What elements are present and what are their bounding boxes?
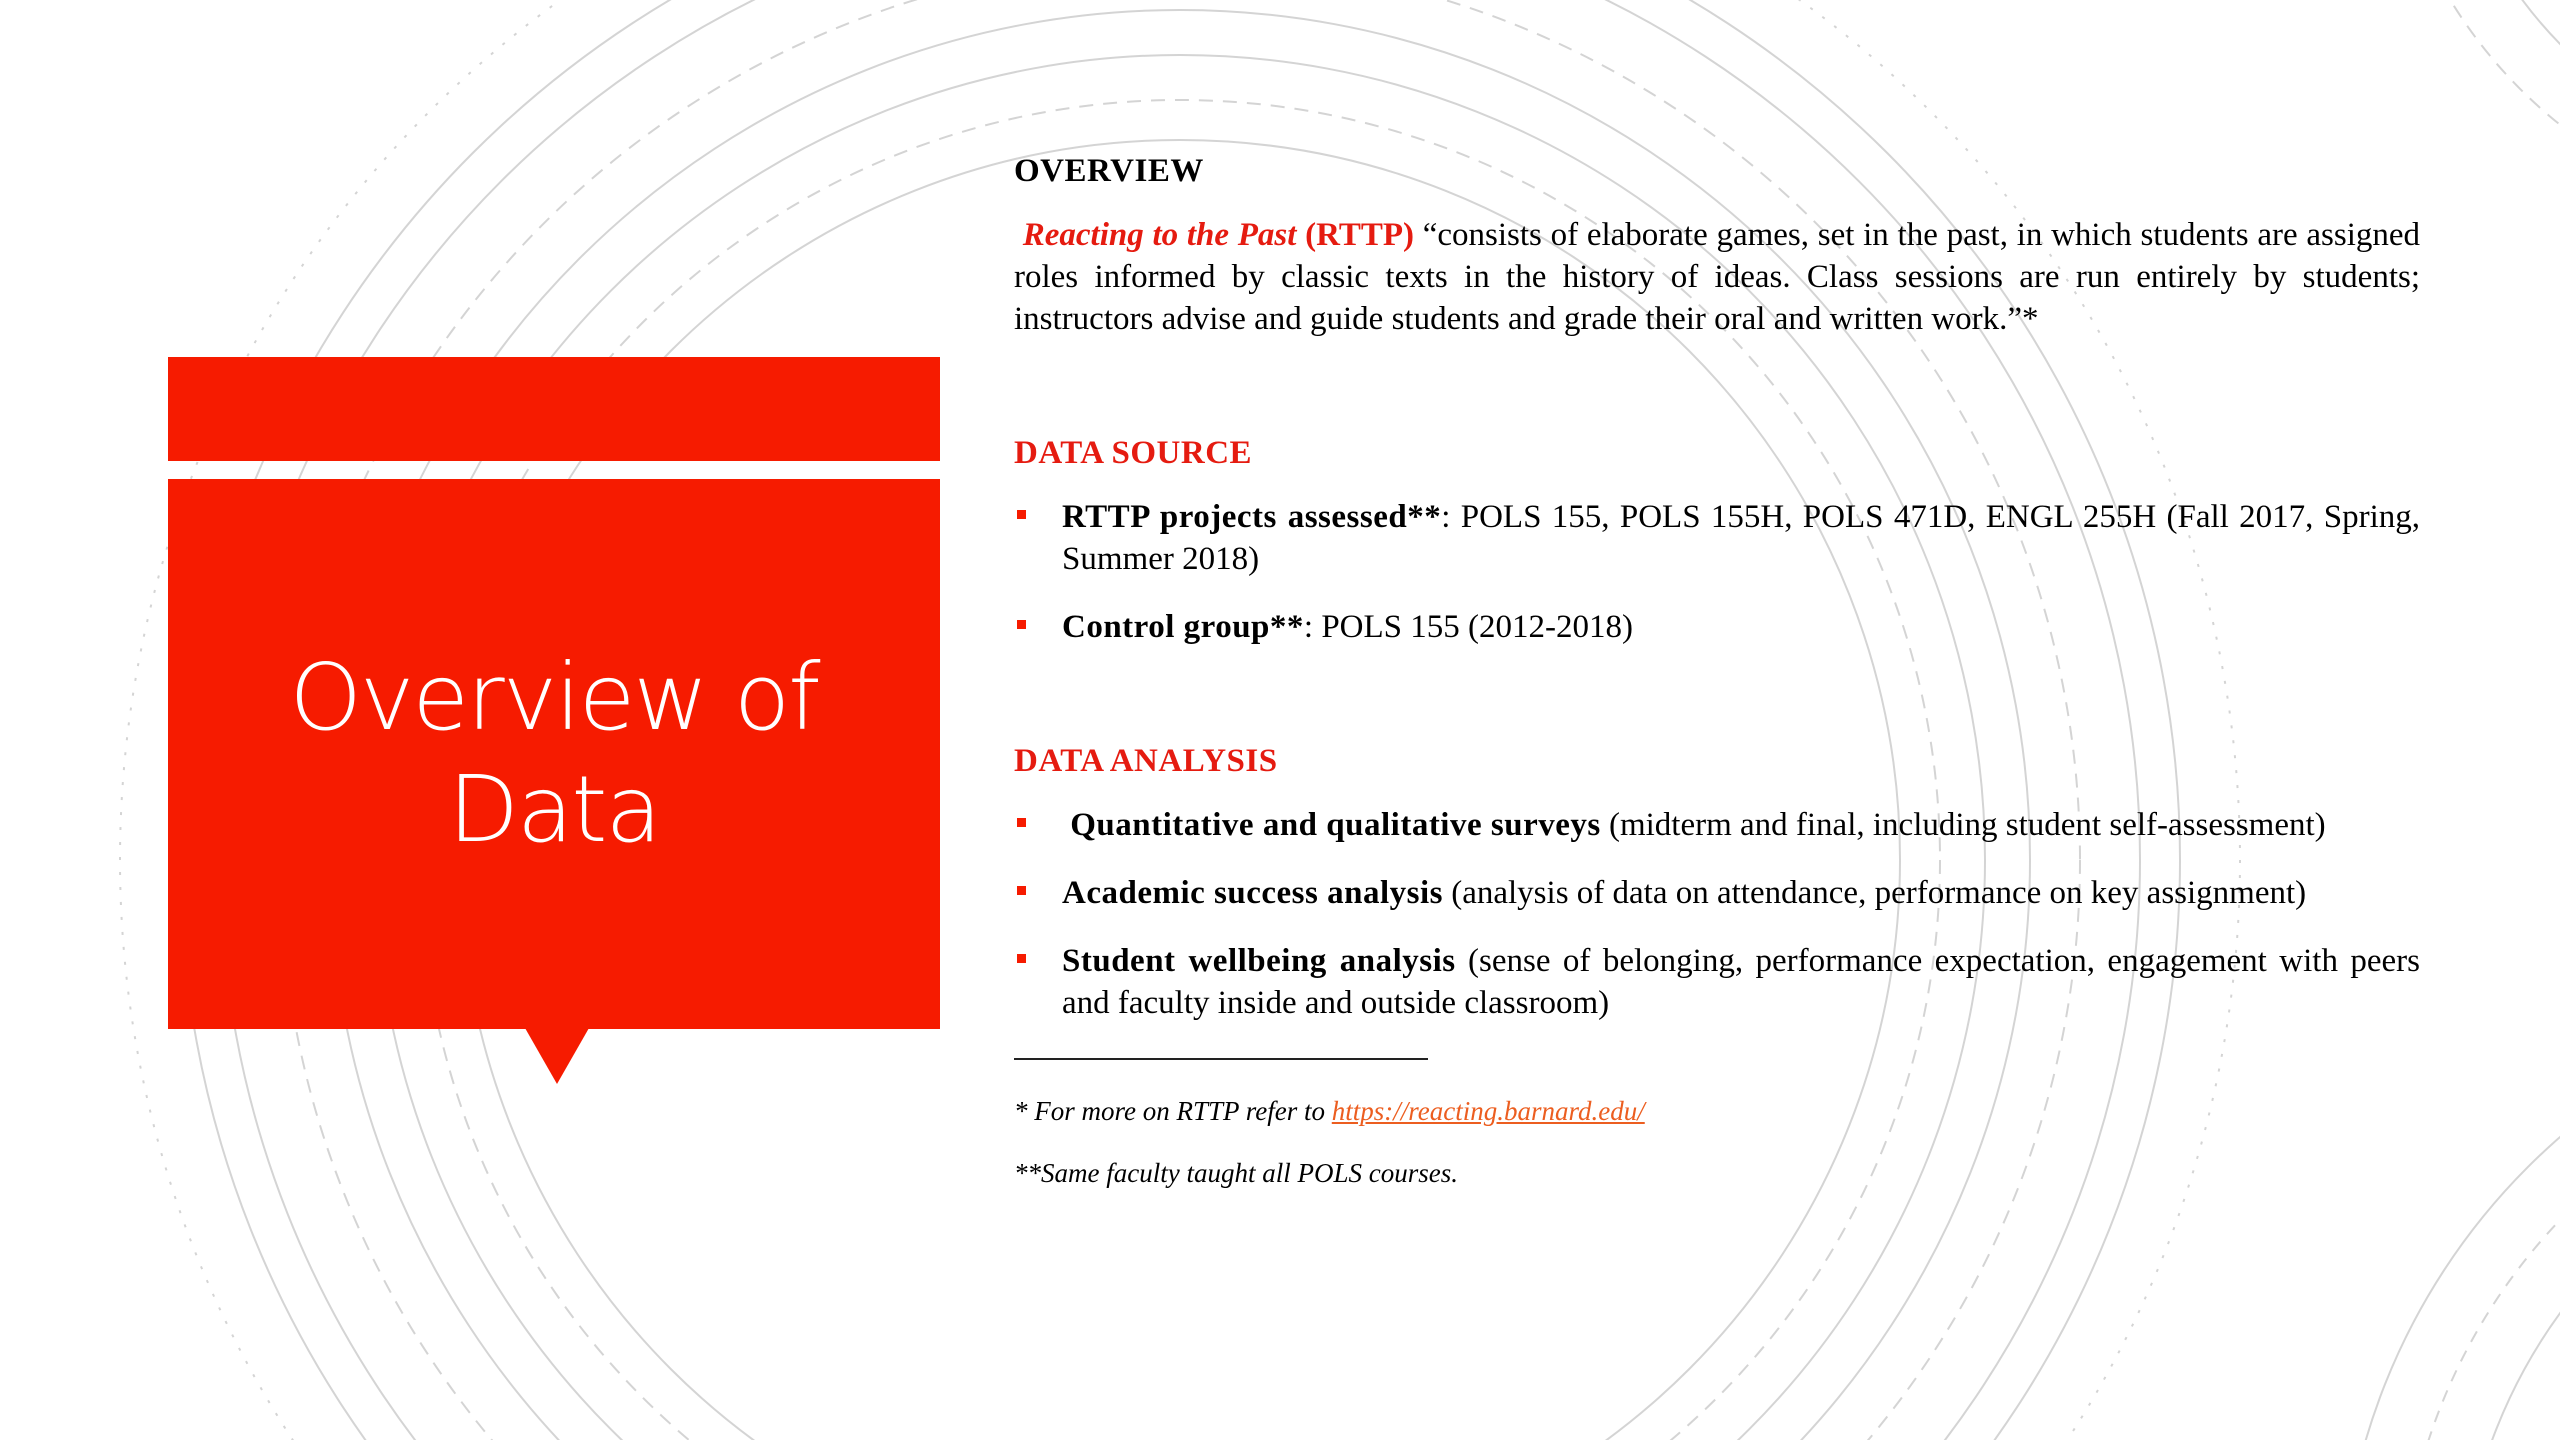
footnote-rule [1014, 1058, 1428, 1060]
slide-title-line-2: Data [448, 756, 660, 863]
footnote-1: * For more on RTTP refer to https://reacting.barnard.edu/ [1014, 1096, 1645, 1126]
data-source-heading: DATA SOURCE [1014, 435, 1253, 471]
slide-title-line-1: Overview of [289, 644, 819, 751]
list-item: Quantitative and qualitative surveys (midterm and final, including student self-assessment) [1014, 804, 2420, 846]
slide-content [1014, 150, 2420, 1190]
data-source-list [1014, 496, 2420, 648]
data-analysis-heading: DATA ANALYSIS [1014, 743, 1278, 779]
data-analysis-list [1014, 804, 2420, 1024]
title-pointer [525, 1028, 589, 1084]
list-item: RTTP projects assessed**: POLS 155, POLS 155H, POLS 471D, ENGL 255H (Fall 2017, Spring, Summer 2018) [1014, 496, 2420, 580]
bullet-icon [1017, 954, 1026, 963]
overview-paragraph [1014, 214, 2420, 340]
decorative-arc [2440, 0, 2560, 170]
overview-heading: OVERVIEW [1014, 153, 1204, 189]
title-accent-bar [168, 357, 940, 461]
rttp-link[interactable]: https://reacting.barnard.edu/ [1331, 1096, 1645, 1126]
footnote-2: **Same faculty taught all POLS courses. [1014, 1158, 1458, 1188]
bullet-icon [1017, 510, 1026, 519]
decorative-arc [2400, 1040, 2560, 1440]
bullet-icon [1017, 886, 1026, 895]
bullet-icon [1017, 620, 1026, 629]
list-item: Academic success analysis (analysis of data on attendance, performance on key assignment) [1014, 872, 2420, 914]
rttp-abbr: (RTTP) [1305, 217, 1414, 253]
list-item: Student wellbeing analysis (sense of belonging, performance expectation, engagement with peers and faculty inside and outside classroom) [1014, 940, 2420, 1024]
list-item: Control group**: POLS 155 (2012-2018) [1014, 606, 2420, 648]
overview-body: “consists of elaborate games, set in the past, in which students are assigned roles informed by classic texts in the history of ideas. Class sessions are run entirely by students; instructors advise and guide students and grade their oral and written work.”* [1014, 217, 2421, 337]
title-box [168, 479, 940, 1029]
bullet-icon [1017, 818, 1026, 827]
rttp-title: Reacting to the Past [1022, 217, 1297, 253]
slide-title [289, 642, 818, 866]
